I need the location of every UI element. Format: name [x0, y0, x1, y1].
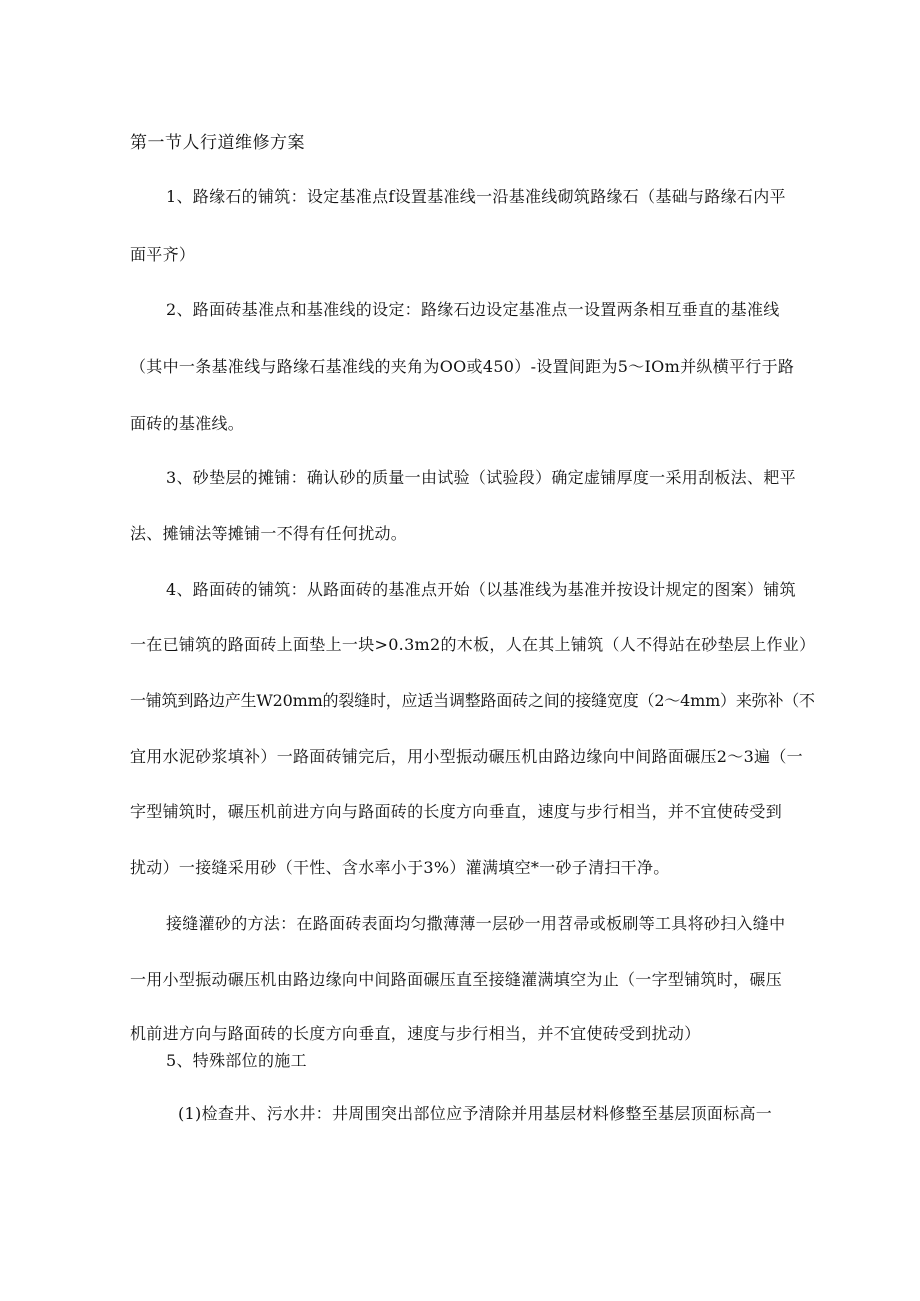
text-line: 法、摊铺法等摊铺一不得有任何扰动。 [130, 524, 408, 543]
text-line: (1)检查井、污水井：井周围突出部位应予清除并用基层材料修整至基层顶面标高一 [178, 1104, 773, 1123]
text-line: 接缝灌砂的方法：在路面砖表面均匀撒薄薄一层砂一用苕帚或板刷等工具将砂扫入缝中 [166, 914, 786, 933]
text-line: 面平齐） [130, 245, 196, 264]
text-line: 4、路面砖的铺筑：从路面砖的基准点开始（以基准线为基准并按设计规定的图案）铺筑 [166, 580, 796, 599]
text-line: 字型铺筑时，碾压机前进方向与路面砖的长度方向垂直，速度与步行相当，并不宜使砖受到 [130, 802, 783, 821]
text-line: 一在已铺筑的路面砖上面垫上一块>0.3m2的木板，人在其上铺筑（人不得站在砂垫层上作业） [130, 635, 816, 654]
text-line: 一用小型振动碾压机由路边缘向中间路面碾压直至接缝灌满填空为止（一字型铺筑时，碾压 [130, 970, 783, 989]
text-line: 面砖的基准线。 [130, 414, 245, 433]
text-line: 扰动）一接缝采用砂（干性、含水率小于3%）灌满填空*一砂子清扫干净。 [130, 858, 670, 877]
text-line: 宜用水泥砂浆填补）一路面砖铺完后，用小型振动碾压机由路边缘向中间路面碾压2～3遍（一 [130, 747, 803, 766]
text-line: 1、路缘石的铺筑：设定基准点f设置基准线一沿基准线砌筑路缘石（基础与路缘石内平 [166, 187, 786, 206]
text-line: （其中一条基准线与路缘石基准线的夹角为OO或450）-设置间距为5～IOm并纵横平行于路 [130, 357, 795, 376]
text-line: 一铺筑到路边产生W20mm的裂缝时，应适当调整路面砖之间的接缝宽度（2～4mm）来弥补（不 [130, 691, 815, 710]
section-title: 第一节人行道维修方案 [130, 133, 305, 153]
text-line: 机前进方向与路面砖的长度方向垂直，速度与步行相当，并不宜使砖受到扰动） [130, 1024, 701, 1043]
text-line: 5、特殊部位的施工 [166, 1051, 307, 1070]
text-line: 2、路面砖基准点和基准线的设定：路缘石边设定基准点一设置两条相互垂直的基准线 [166, 300, 780, 319]
text-line: 3、砂垫层的摊铺：确认砂的质量一由试验（试验段）确定虚铺厚度一采用刮板法、耙平 [166, 468, 796, 487]
